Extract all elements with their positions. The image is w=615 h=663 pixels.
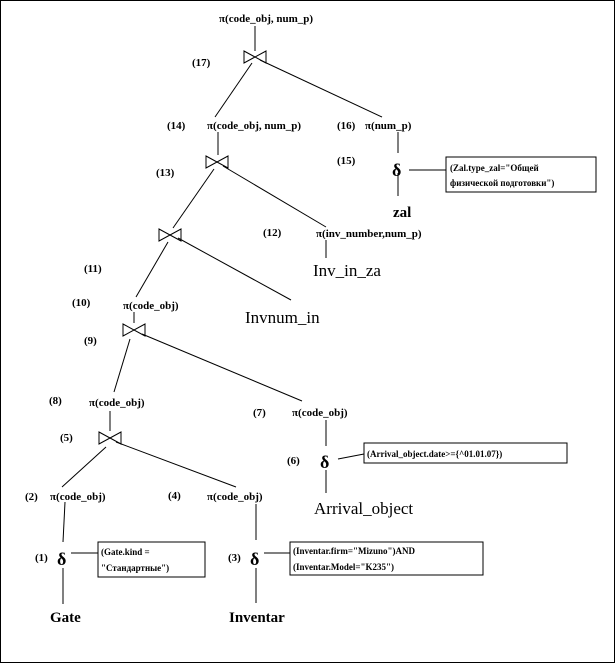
- condition-3-line1: (Inventar.firm="Mizuno")AND: [293, 546, 416, 556]
- join-icon-17: [244, 51, 266, 63]
- relation-arrival-object: Arrival_object: [314, 499, 414, 518]
- relation-inv-in-za: Inv_in_za: [313, 261, 381, 280]
- step-number-13: (13): [156, 167, 175, 179]
- step-number-11: (11): [84, 263, 102, 275]
- step-number-16: (16): [337, 120, 356, 132]
- projection-12: π(inv_number,num_p): [316, 228, 422, 240]
- condition-15-line2: физической подготовки"): [450, 178, 555, 188]
- condition-3-line2: (Inventar.Model="K235"): [293, 562, 395, 572]
- selection-icon-3: δ: [250, 549, 260, 569]
- edge-join17-p16: [260, 60, 382, 117]
- step-number-14: (14): [167, 120, 186, 132]
- step-number-9: (9): [84, 335, 97, 347]
- step-number-1: (1): [35, 552, 48, 564]
- join-icon-13: [206, 156, 228, 168]
- projection-16: π(num_p): [365, 120, 412, 132]
- condition-15-line1: (Zal.type_zal="Общей: [450, 163, 539, 173]
- projection-2: π(code_obj): [50, 491, 106, 503]
- edge-join5-p2: [62, 447, 106, 487]
- step-number-17: (17): [192, 57, 211, 69]
- edge-join5-p4: [116, 442, 236, 487]
- projection-4: π(code_obj): [207, 491, 263, 503]
- join-symbols: [99, 51, 266, 444]
- edge-join9-p7: [142, 334, 302, 401]
- condition-1-line1: (Gate.kind =: [101, 547, 150, 557]
- relation-inventar: Inventar: [229, 610, 285, 626]
- edge-join9-p8: [114, 339, 130, 392]
- selection-icon-6: δ: [320, 452, 330, 472]
- edge-join13-p12: [223, 166, 326, 227]
- step-number-5: (5): [60, 432, 73, 444]
- step-number-4: (4): [168, 490, 181, 502]
- join-icon-9: [123, 324, 145, 336]
- step-number-6: (6): [287, 455, 300, 467]
- step-number-12: (12): [263, 227, 282, 239]
- step-number-8: (8): [49, 395, 62, 407]
- edge-join11-p10: [136, 242, 168, 297]
- projection-7: π(code_obj): [292, 407, 348, 419]
- join-icon-11: [159, 229, 181, 241]
- step-number-2: (2): [25, 491, 38, 503]
- step-number-7: (7): [253, 407, 266, 419]
- condition-1-line2: "Стандартные"): [101, 563, 170, 573]
- selection-icon-1: δ: [57, 549, 67, 569]
- condition-6: (Arrival_object.date>={^01.01.07}): [367, 449, 503, 459]
- step-number-3: (3): [228, 552, 241, 564]
- selection-icon-15: δ: [392, 160, 402, 180]
- relation-invnum-in: Invnum_in: [245, 308, 320, 327]
- projection-14: π(code_obj, num_p): [207, 120, 302, 132]
- edge-join17-p14: [215, 63, 252, 117]
- edge-join11-invnum: [178, 238, 291, 300]
- edge-p2-sigma1: [63, 502, 65, 542]
- projection-8: π(code_obj): [89, 397, 145, 409]
- edge-join13-join11: [173, 169, 214, 228]
- projection-root: π(code_obj, num_p): [219, 13, 314, 25]
- step-number-10: (10): [72, 297, 91, 309]
- relation-gate: Gate: [50, 610, 81, 626]
- edge-sigma6-cond: [338, 454, 364, 459]
- projection-10: π(code_obj): [123, 300, 179, 312]
- relation-zal: zal: [393, 205, 412, 221]
- join-icon-5: [99, 432, 121, 444]
- step-number-15: (15): [337, 155, 356, 167]
